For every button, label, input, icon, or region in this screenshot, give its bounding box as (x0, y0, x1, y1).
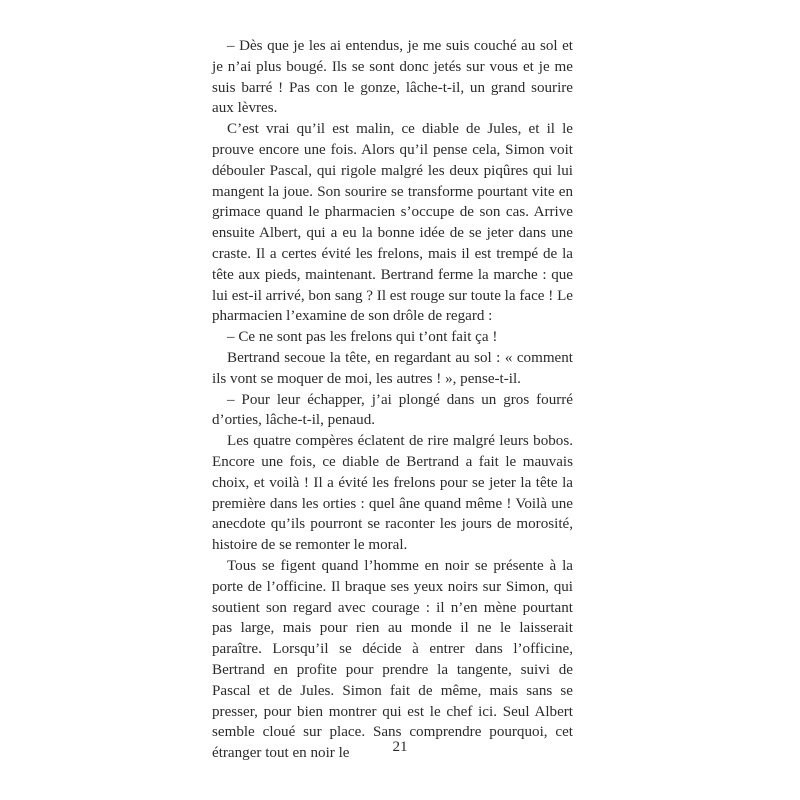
paragraph: – Dès que je les ai entendus, je me suis couché au sol et je n’ai plus bougé. Ils se sont donc jetés sur vous et je me suis barré ! Pas con le gonze, lâche-t-il, un grand sourire aux lèvres. (212, 38, 573, 117)
paragraph: Tous se figent quand l’homme en noir se présente à la porte de l’officine. Il braque ses yeux noirs sur Simon, qui soutient son regard avec courage : il n’en mène pourtant pas large, mais pour rien au monde il ne le laisserait paraître. Lorsqu’il se décide à entrer dans l’officine, Bertrand en profite pour prendre la tangente, suivi de Pascal et de Jules. Simon fait de même, mais sans se presser, pour bien montrer qui est le chef ici. Seul Albert semble cloué sur place. Sans comprendre pourquoi, cet étranger tout en noir le (212, 557, 573, 762)
paragraph: Les quatre compères éclatent de rire malgré leurs bobos. Encore une fois, ce diable de Bertrand a fait le mauvais choix, et voilà ! Il a évité les frelons pour se jeter la tête la première dans les orties : quel âne quand même ! Voilà une anecdote qu’ils pourront se raconter les jours de morosité, histoire de se remonter le moral. (212, 433, 573, 554)
body-text (212, 36, 573, 764)
paragraph: – Ce ne sont pas les frelons qui t’ont fait ça ! (227, 329, 498, 346)
paragraph: Bertrand secoue la tête, en regardant au sol : « comment ils vont se moquer de moi, les autres ! », pense-t-il. (212, 349, 573, 387)
paragraph: – Pour leur échapper, j’ai plongé dans un gros fourré d’orties, lâche-t-il, penaud. (212, 391, 573, 429)
paragraph: C’est vrai qu’il est malin, ce diable de Jules, et il le prouve encore une fois. Alors qu’il pense cela, Simon voit débouler Pascal, qui rigole malgré les deux piqûres qui lui mangent la joue. Son sourire se transforme pourtant vite en grimace quand le pharmacien s’occupe de son cas. Arrive ensuite Albert, qui a eu la bonne idée de se jeter dans une craste. Il a certes évité les frelons, mais il est trempé de la tête aux pieds, maintenant. Bertrand ferme la marche : que lui est-il arrivé, bon sang ? Il est rouge sur toute la face ! Le pharmacien l’examine de son drôle de regard : (212, 121, 573, 325)
page-number: 21 (392, 739, 408, 755)
